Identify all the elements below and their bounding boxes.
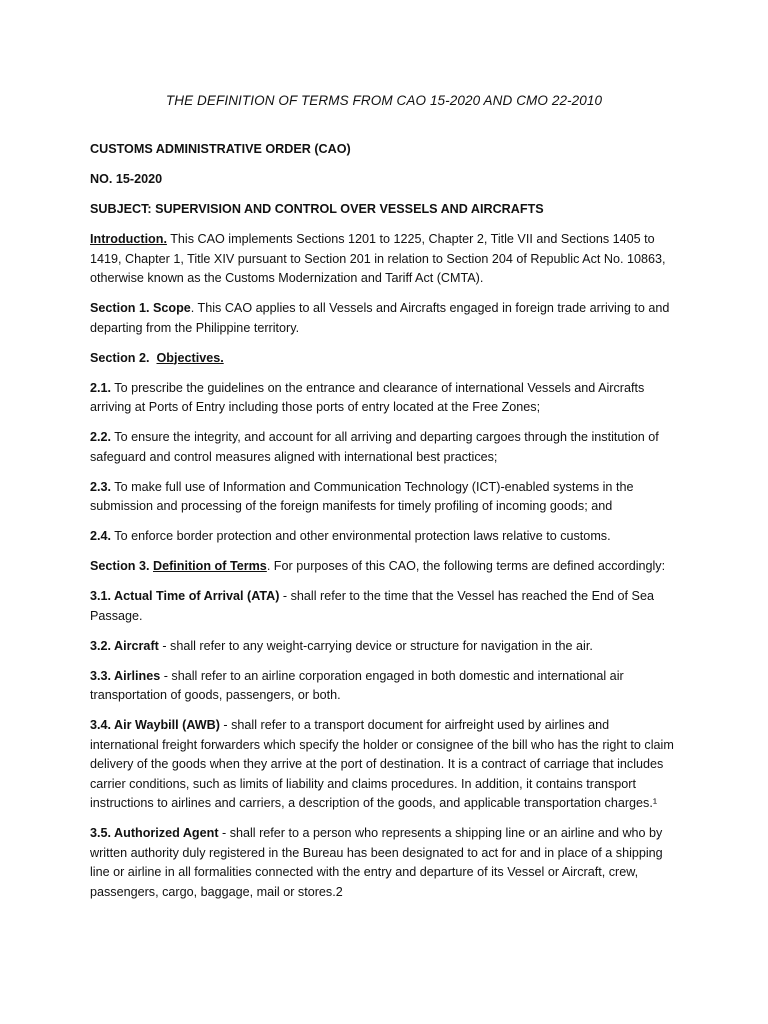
document-body bbox=[90, 140, 680, 913]
section-3-title: Definition of Terms bbox=[153, 559, 267, 573]
section-3-text: . For purposes of this CAO, the following terms are defined accordingly: bbox=[266, 559, 666, 573]
introduction-label: Introduction. bbox=[90, 232, 167, 246]
objective-number: 2.4. bbox=[90, 529, 112, 543]
definition-text: - shall refer to a person who represents a shipping line or an airline and who by written authority duly registered in the Bureau has been designated to act for and in place of a shipping line or airline in all formalities connected with the entry and departure of its Vessel or Aircraft, crew, passengers, cargo, baggage, mail or stores.2 bbox=[90, 826, 663, 899]
section-1-text: . This CAO applies to all Vessels and Aircrafts engaged in foreign trade arriving to and departing from the Philippine territory. bbox=[90, 301, 670, 335]
objective-item bbox=[90, 379, 680, 418]
definition-item bbox=[90, 716, 680, 814]
heading-number: NO. 15-2020 bbox=[90, 172, 163, 186]
objective-number: 2.3. bbox=[90, 479, 112, 494]
definition-term: 3.1. Actual Time of Arrival (ATA) bbox=[90, 589, 280, 603]
definition-item bbox=[90, 667, 680, 706]
definition-text: - shall refer to an airline corporation engaged in both domestic and international air transportation of goods, passengers, or both. bbox=[90, 668, 624, 702]
section-1-label: Section 1. Scope bbox=[90, 301, 191, 315]
objective-text: To ensure the integrity, and account for all arriving and departing cargoes through the institution of safeguard and control measures aligned with international best practices; bbox=[90, 430, 659, 464]
section-2-title: Objectives. bbox=[156, 350, 224, 365]
definition-text: - shall refer to the time that the Vessel has reached the End of Sea Passage. bbox=[90, 589, 654, 623]
objective-text: To make full use of Information and Communication Technology (ICT)-enabled systems in the submission and processing of the foreign manifests for timely profiling of incoming goods; and bbox=[90, 479, 634, 513]
section-3-label: Section 3. bbox=[90, 559, 150, 573]
definition-text: - shall refer to any weight-carrying device or structure for navigation in the air. bbox=[158, 638, 593, 653]
heading-subject: SUBJECT: SUPERVISION AND CONTROL OVER VESSELS AND AIRCRAFTS bbox=[90, 202, 544, 216]
definition-item bbox=[90, 637, 680, 657]
objective-number: 2.1. bbox=[90, 380, 112, 395]
objective-item bbox=[90, 527, 680, 547]
section-2-paragraph bbox=[90, 349, 680, 369]
document-title: THE DEFINITION OF TERMS FROM CAO 15-2020 AND CMO 22-2010 bbox=[165, 93, 603, 108]
heading-cao: CUSTOMS ADMINISTRATIVE ORDER (CAO) bbox=[90, 142, 351, 156]
definition-item bbox=[90, 824, 680, 902]
objective-number: 2.2. bbox=[90, 430, 112, 444]
section-2-label: Section 2. bbox=[90, 350, 150, 365]
section-1-paragraph bbox=[90, 299, 680, 338]
definition-term: 3.2. Aircraft bbox=[90, 638, 159, 653]
objective-text: To prescribe the guidelines on the entrance and clearance of international Vessels and Aircrafts arriving at Ports of Entry including those ports of entry located at the Free Zones; bbox=[90, 380, 645, 414]
objective-item bbox=[90, 428, 680, 467]
definition-text: - shall refer to a transport document for airfreight used by airlines and international freight forwarders which specify the holder or consignee of the bill who has the right to claim delivery of the goods when they arrive at the port of destination. It is a contract of carriage that includes carrier conditions, such as limits of liability and claims procedures. In addition, it contains transport instructions to airlines and carriers, a description of the goods, and applicable transportation charges.¹ bbox=[90, 718, 674, 810]
introduction-text: This CAO implements Sections 1201 to 1225, Chapter 2, Title VII and Sections 1405 to 1419, Chapter 1, Title XIV pursuant to Section 201 in relation to Section 204 of Republic Act No. 10863, otherwise known as the Customs Modernization and Tariff Act (CMTA). bbox=[90, 232, 666, 285]
objective-item bbox=[90, 478, 680, 517]
section-3-paragraph bbox=[90, 557, 680, 577]
definition-term: 3.4. Air Waybill (AWB) bbox=[90, 718, 220, 732]
definition-term: 3.3. Airlines bbox=[90, 668, 161, 683]
definition-term: 3.5. Authorized Agent bbox=[90, 826, 219, 840]
introduction-paragraph bbox=[90, 230, 680, 289]
definition-item bbox=[90, 587, 680, 626]
objective-text: To enforce border protection and other environmental protection laws relative to customs. bbox=[111, 529, 611, 543]
